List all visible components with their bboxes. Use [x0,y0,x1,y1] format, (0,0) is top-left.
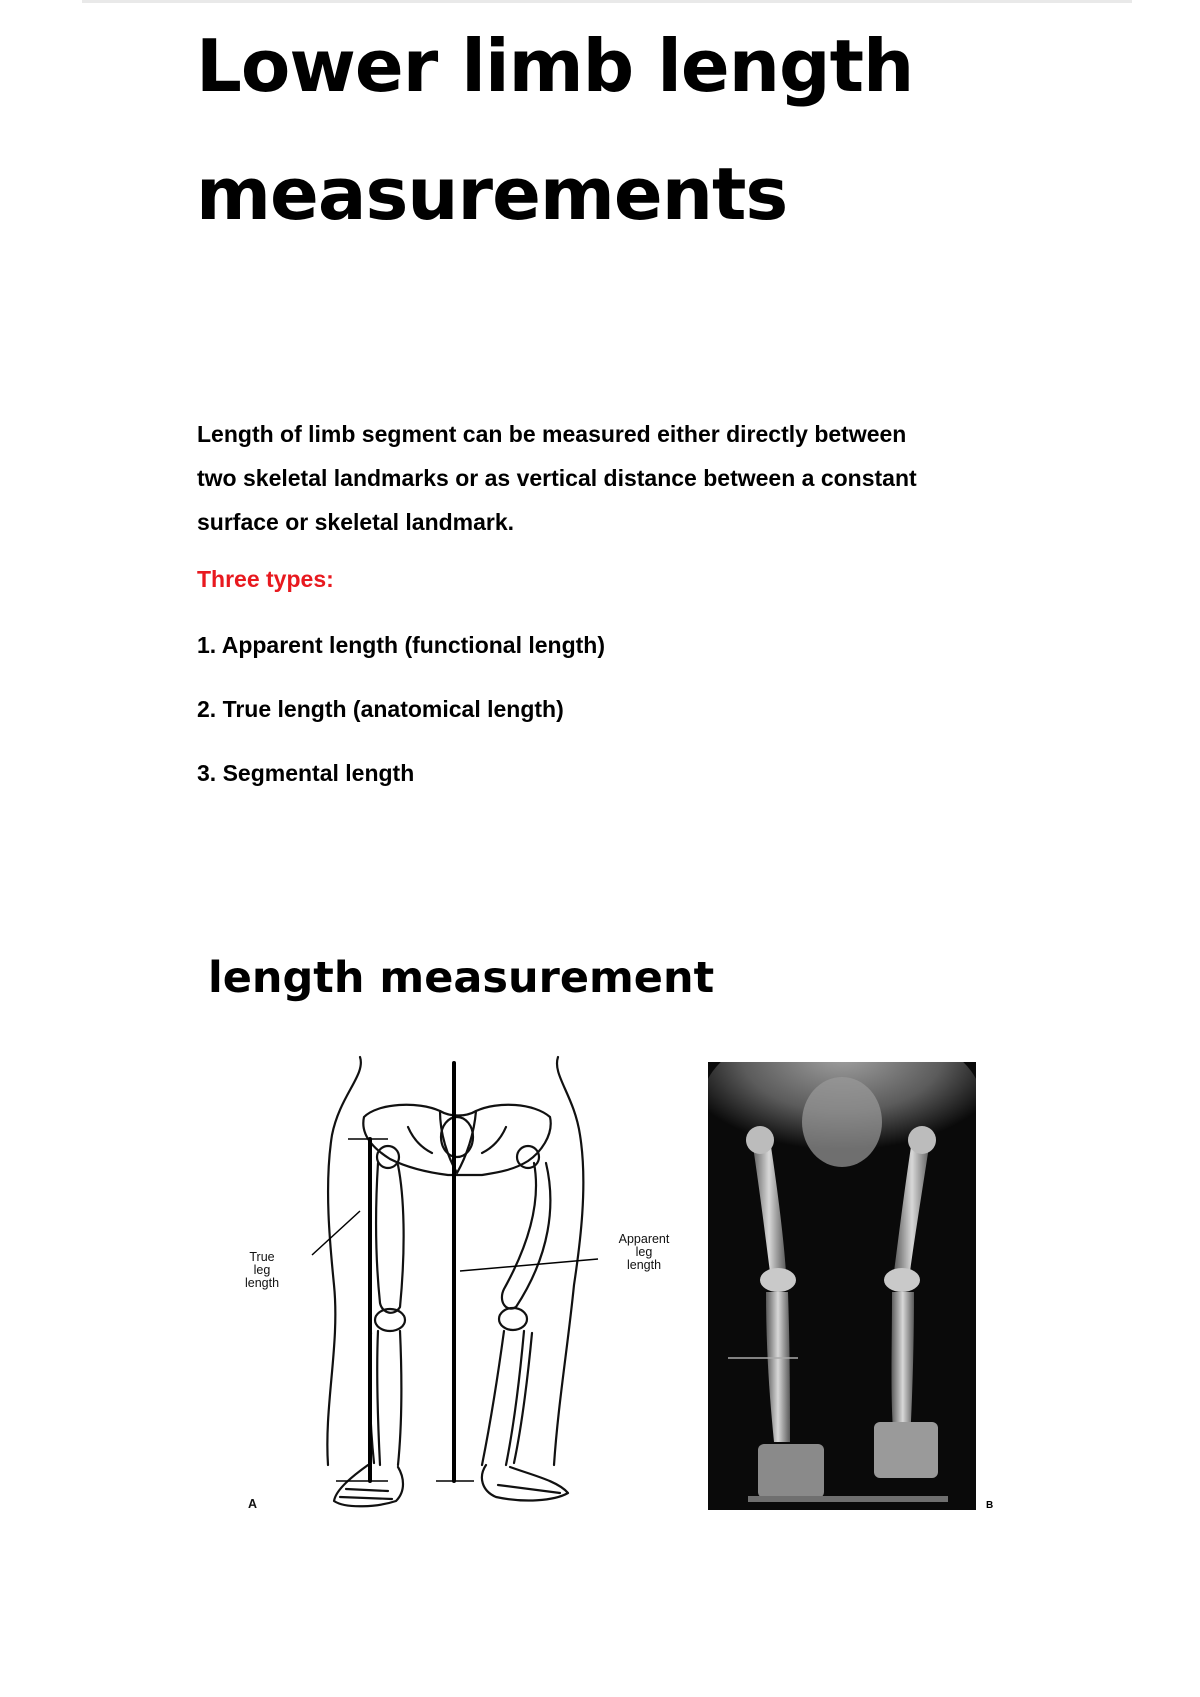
right-tibia [482,1331,532,1465]
types-heading: Three types: [197,566,334,592]
list-item: 3. Segmental length [197,760,415,786]
true-label-line-2: leg [253,1263,271,1277]
body-outline-left [327,1057,361,1465]
list-item: 1. Apparent length (functional length) [197,632,606,658]
intro-line-1: Length of limb segment can be measured either directly between [197,421,907,447]
right-femur [502,1163,550,1309]
apparent-label-line-3: length [626,1258,662,1272]
xray-right-tibia [892,1292,915,1442]
leg-radiograph [708,1062,976,1510]
leg-length-diagram [228,1045,708,1515]
true-label-line-3: length [244,1276,280,1290]
panel-label-b: B [986,1500,994,1511]
page-title-line-1: Lower limb length [196,24,914,108]
left-femur [376,1163,404,1313]
page-title [196,2,1096,258]
section-heading: length measurement [208,953,715,1003]
apparent-label-line-2: leg [635,1245,653,1259]
intro-line-2: two skeletal landmarks or as vertical distance between a constant [197,465,917,491]
true-label-pointer [312,1211,360,1255]
panel-label-a: A [248,1497,258,1511]
true-label-line-1: True [249,1250,275,1264]
types-list [197,630,605,822]
radiograph-image [708,1062,976,1510]
list-item: 2. True length (anatomical length) [197,696,564,722]
apparent-label-line-1: Apparent [618,1232,670,1246]
intro-line-3: surface or skeletal landmark. [197,509,515,535]
intro-paragraph [197,412,997,544]
page-title-line-2: measurements [196,152,788,236]
right-foot [482,1465,568,1500]
left-tibia [370,1331,402,1465]
pelvis [363,1105,550,1175]
